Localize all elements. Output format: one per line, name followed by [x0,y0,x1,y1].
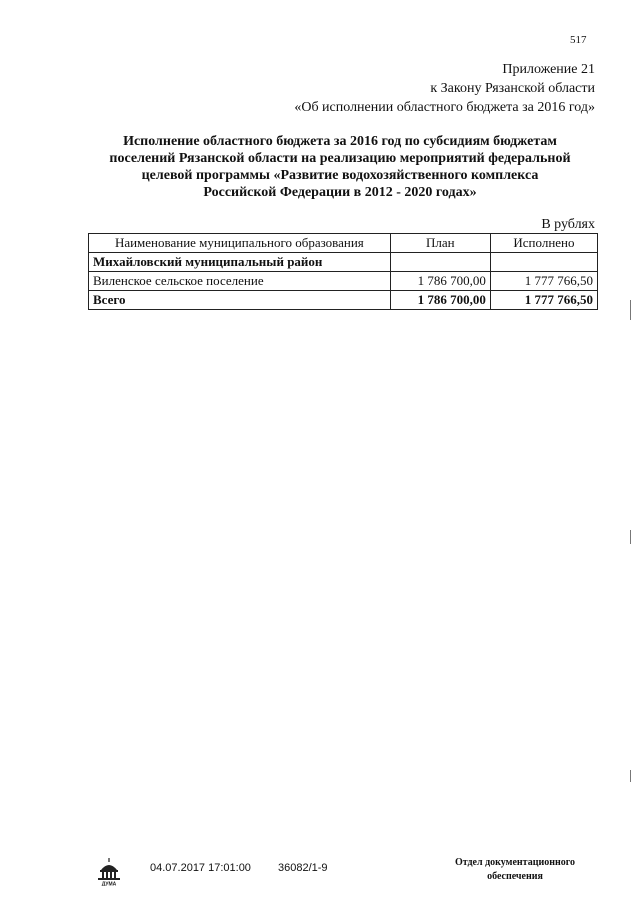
district-executed [490,253,597,272]
duma-logo-icon [95,856,123,886]
title-line-3: целевой программы «Развитие водохозяйственного комплекса [141,168,539,183]
margin-mark [630,770,631,782]
row-executed: 1 777 766,50 [490,272,597,291]
district-plan [390,253,490,272]
document-title [60,133,620,201]
appendix-line-3: «Об исполнении областного бюджета за 2016 год» [294,100,595,115]
appendix-line-2: к Закону Рязанской области [430,81,595,96]
total-row [89,291,598,310]
footer-department [440,856,590,884]
title-line-1: Исполнение областного бюджета за 2016 год по субсидиям бюджетам [123,134,557,149]
header-executed: Исполнено [490,234,597,253]
total-plan: 1 786 700,00 [390,291,490,310]
footer-reg-number: 36082/1-9 [278,862,328,874]
footer-datetime: 04.07.2017 17:01:00 [150,862,251,874]
table-header-row [89,234,598,253]
header-plan: План [390,234,490,253]
budget-table [88,233,598,310]
district-row [89,253,598,272]
department-line-2: обеспечения [487,871,543,882]
table-row [89,272,598,291]
district-name: Михайловский муниципальный район [89,253,391,272]
margin-mark [630,300,631,320]
margin-mark [630,530,631,544]
title-line-2: поселений Рязанской области на реализацию мероприятий федеральной [109,151,571,166]
total-name: Всего [89,291,391,310]
appendix-header [294,60,595,117]
appendix-line-1: Приложение 21 [502,62,595,77]
logo-text: ДУМА [101,881,117,886]
title-line-4: Российской Федерации в 2012 - 2020 годах» [203,185,477,200]
row-plan: 1 786 700,00 [390,272,490,291]
total-executed: 1 777 766,50 [490,291,597,310]
unit-note: В рублях [541,217,595,232]
row-name: Виленское сельское поселение [89,272,391,291]
page-number: 517 [570,34,587,46]
header-name: Наименование муниципального образования [89,234,391,253]
department-line-1: Отдел документационного [454,857,576,868]
